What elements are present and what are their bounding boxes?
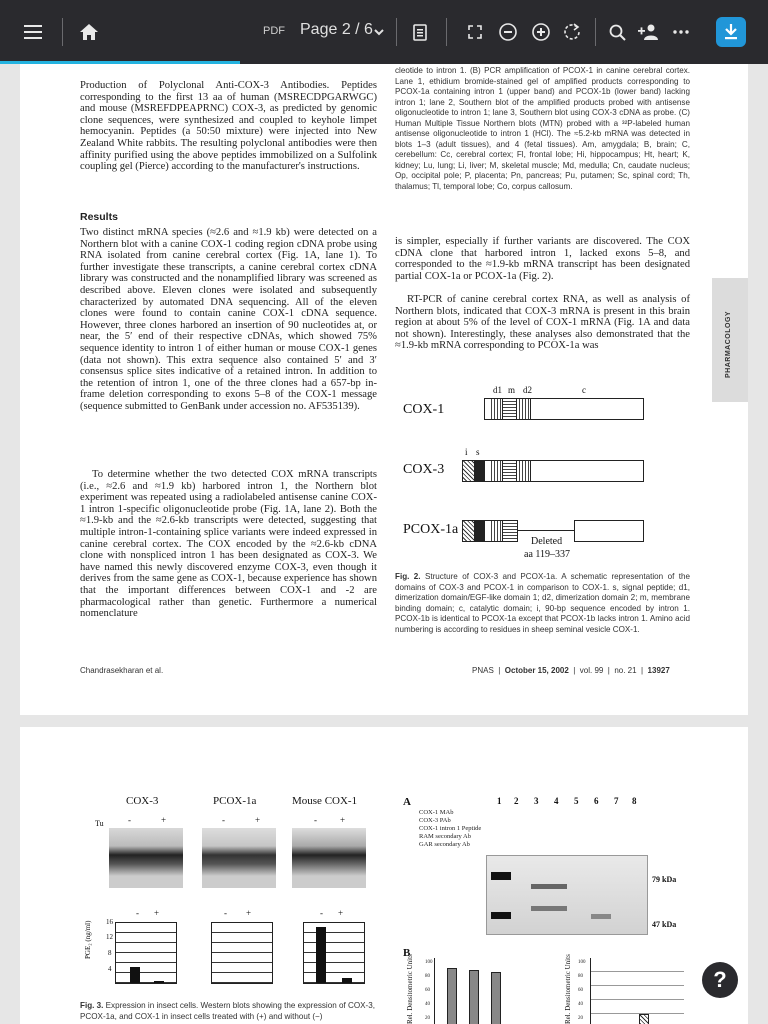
- zoom-out-icon[interactable]: [493, 17, 523, 47]
- toolbar-separator: [62, 18, 63, 46]
- bar2-plus: +: [246, 908, 252, 918]
- lane-number: 2: [514, 796, 519, 806]
- footer-date: October 15, 2002: [504, 666, 569, 675]
- pdf-page-3: [20, 727, 748, 1024]
- pcox1a-bar-right: [574, 520, 644, 542]
- bar3-plus: +: [338, 908, 344, 918]
- densitometric-axis-label-right: Rel. Densitometric Units: [564, 954, 572, 1024]
- label-i: i: [465, 447, 468, 457]
- results-heading: Results: [80, 211, 118, 223]
- pge2-axis-label: PGE₂ (ng/ml): [84, 920, 92, 959]
- tick: 60: [578, 988, 583, 993]
- tick: 20: [425, 1016, 430, 1021]
- row-label: COX-3 PAb: [419, 817, 451, 824]
- blot2-minus: -: [222, 815, 225, 825]
- pge2-bar: [316, 927, 326, 983]
- western-blot-panel-a: [486, 855, 648, 935]
- rotate-icon[interactable]: [557, 17, 587, 47]
- densitometric-chart-right: [590, 958, 684, 1024]
- section-tab-label: PHARMACOLOGY: [725, 310, 732, 378]
- toolbar-separator: [595, 18, 596, 46]
- blot2-plus: +: [255, 815, 261, 825]
- search-icon[interactable]: [602, 17, 632, 47]
- menu-icon[interactable]: [18, 17, 48, 47]
- footer-authors: Chandrasekharan et al.: [80, 666, 164, 675]
- pge2-bar: [342, 978, 352, 983]
- help-button[interactable]: ?: [702, 962, 738, 998]
- pge2-tick-8: 8: [108, 949, 112, 957]
- pge2-bar: [154, 981, 164, 983]
- kda-47-label: 47 kDa: [652, 920, 677, 929]
- deleted-label: Deleted: [531, 536, 563, 547]
- pdf-toolbar: [0, 0, 768, 64]
- lane-number: 4: [554, 796, 559, 806]
- densitometric-axis-label: Rel. Densitometric Units: [406, 954, 414, 1024]
- download-icon: [724, 24, 738, 40]
- dropdown-chevron-icon[interactable]: [364, 17, 394, 47]
- fig1-caption-continued: cleotide to intron 1. (B) PCR amplification of PCOX-1 in canine cerebral cortex. Lane 1, ethidium bromide-stained gel of amplified products corresponding to PCOX-1a containing intron 1 (upper band) and PCOX-1b (lower band) lacking intron 1; lane 2, Southern blot of the amplified products probed with antisense oligonucleotide to intron 1; lane 3, Southern blot using COX-3 cDNA as probe. (C) Human Multiple Tissue Northern blots (MTN) probed with a ³²P-labeled human antisense oligonucleotide to intron 1 (HCl). The ≈5.2-kb mRNA was detected in blots 1–3 (adult tissues), and 4 (fetal tissues). Am, amygdala; B, brain; C, cerebellum: Cc, cerebral cortex; Fl, frontal lobe; Hi, hippocampus; Ht, heart; K, kidney; Lu, lung; Li, liver; M, skeletal muscle; Md, medulla; Cn, caudate nucleus; Op, occipital pole; P, placenta; Pn, pancreas; Pu, putamen; Sc, spinal cord; Th, thalamus; Tl, temporal lobe; Co, corpus callosum.: [395, 66, 690, 191]
- tick: 80: [425, 974, 430, 979]
- fig2-caption-text: Structure of COX-3 and PCOX-1a. A schematic representation of the domains of COX-3 and PCOX-1 in comparison to COX-1. s, signal peptide; d1, dimerization domain/EGF-like domain 1; d2, dimerization domain 2; m, membrane binding domain; c, catalytic domain; i, 90-bp sequence encoded by intron 1. PCOX-1b is identical to PCOX-1a except that PCOX-1b lacks intron 1. Amino acid numbering is according to residues in sheep seminal vesicle COX-1.: [395, 572, 690, 634]
- toolbar-separator: [396, 18, 397, 46]
- pge2-chart-pcox1a: [211, 922, 273, 984]
- footer-volume: vol. 99: [579, 666, 604, 675]
- fullscreen-icon[interactable]: [460, 17, 490, 47]
- zoom-in-icon[interactable]: [526, 17, 556, 47]
- densitometric-chart-left: [434, 958, 510, 1024]
- blot-title-cox3: COX-3: [126, 795, 159, 807]
- right-paragraph-1: is simpler, especially if further variants are discovered. The COX cDNA clone that harbored intron 1, lacked exons 5–8, and corresponded to the ≈1.9-kb mRNA transcript has been designated partial COX-1a or PCOX-1a (Fig. 2).: [395, 236, 690, 282]
- lane-number: 5: [574, 796, 579, 806]
- pge2-chart-cox3: [115, 922, 177, 984]
- pge2-chart-mouse-cox1: [303, 922, 365, 984]
- blot-title-mouse-cox1: Mouse COX-1: [292, 795, 358, 807]
- row-label: COX-1 intron 1 Peptide: [419, 825, 482, 832]
- blot1-minus: -: [128, 815, 131, 825]
- row-label: COX-1 MAb: [419, 809, 454, 816]
- page-indicator[interactable]: Page 2 / 6: [300, 21, 373, 38]
- toolbar-separator: [446, 18, 447, 46]
- blot-title-pcox1a: PCOX-1a: [213, 795, 257, 807]
- western-blot-pcox1a: [202, 828, 276, 888]
- western-blot-cox3: [109, 828, 183, 888]
- tick: 100: [425, 960, 433, 965]
- tick: 100: [578, 960, 586, 965]
- results-paragraph-1: Two distinct mRNA species (≈2.6 and ≈1.9 kb) were detected on a Northern blot with a canine COX-1 coding region cDNA probe using RNA isolated from canine cerebral cortex (Fig. 1A, lane 1). To further investigate these transcripts, a canine cerebral cortex cDNA library was constructed and the nonamplified library was screened as described above. Eleven clones were isolated and subsequently characterized by automated DNA sequencing. All of the eleven clones were found to contain canine COX-1 cDNA sequence. However, three clones harbored an insertion of 90 nucleotides at, or near, the 5′ end of their respective cDNAs, which showed 75% sequence identity to intron 1 of either human or mouse COX-1 genes (data not shown). This extra sequence also contained 5′ and 3′ consensus splice sites indicative of a retained intron. In addition to the retention of intron 1, one of the three clones had a 657-bp in-frame deletion corresponding to exons 5–8 of the COX-1 message (sequence submitted to GenBank under accession no. AF535139).: [80, 227, 377, 412]
- panel-b-label: B: [403, 947, 411, 959]
- deleted-range: aa 119–337: [524, 549, 571, 560]
- pcox1a-bar-left: [462, 520, 518, 542]
- pge2-bar: [130, 967, 140, 983]
- sidebar-pages-icon[interactable]: [405, 17, 435, 47]
- antibody-methods-paragraph: Production of Polyclonal Anti-COX-3 Antibodies. Peptides corresponding to the first 13 aa of human (MSRECDPGARWGC) and mouse (MSREFDPEAPRNC) COX-3, as predicted by genomic clone sequences, were synthesized and coupled to keyhole limpet hemocyanin. Peptides (a 50:50 mixture) were injected into New Zealand White rabbits. The resulting polyclonal antibodies were then affinity purified using the above peptides immobilized on a Sulfolink coupling gel (Pierce) according to the manufacturer's instructions.: [80, 80, 377, 173]
- right-paragraph-2: RT-PCR of canine cerebral cortex RNA, as well as analysis of Northern blots, indicated that COX-3 mRNA is present in this brain region at about 5% of the level of COX-1 mRNA (Fig. 1A and data not shown). Interestingly, these analyses also demonstrated that the ≈1.9-kb mRNA corresponding to PCOX-1a was: [395, 294, 690, 352]
- bar3-minus: -: [320, 908, 323, 918]
- bar1-plus: +: [154, 908, 160, 918]
- row-label-pcox1a: PCOX-1a: [403, 522, 459, 537]
- cox3-bar: [462, 460, 644, 482]
- fig3-caption: [80, 1001, 380, 1022]
- row-label-cox3: COX-3: [403, 462, 445, 477]
- blot3-minus: -: [314, 815, 317, 825]
- row-label: RAM secondary Ab: [419, 833, 471, 840]
- cox1-bar: [484, 398, 644, 420]
- label-d2: d2: [523, 385, 532, 395]
- pcox1a-deletion-line: [518, 530, 574, 531]
- lane-number: 1: [497, 796, 502, 806]
- pge2-tick-4: 4: [108, 965, 112, 973]
- tick: 80: [578, 974, 583, 979]
- fig2-caption: [395, 572, 690, 635]
- label-d1: d1: [493, 385, 502, 395]
- footer-number: no. 21: [614, 666, 637, 675]
- kda-79-label: 79 kDa: [652, 875, 677, 884]
- bar1-minus: -: [136, 908, 139, 918]
- pge2-tick-12: 12: [106, 933, 113, 941]
- blot3-plus: +: [340, 815, 346, 825]
- download-button[interactable]: [716, 17, 746, 47]
- label-c: c: [582, 385, 586, 395]
- bar2-minus: -: [224, 908, 227, 918]
- row-label: GAR secondary Ab: [419, 841, 470, 848]
- blot1-plus: +: [161, 815, 167, 825]
- densitometric-ticks-right: [578, 956, 586, 1024]
- tick: 60: [425, 988, 430, 993]
- pdf-page-2: [20, 64, 748, 715]
- label-m: m: [508, 385, 516, 395]
- fig2-caption-label: Fig. 2.: [395, 572, 421, 581]
- western-blot-mouse-cox1: [292, 828, 366, 888]
- footer-page: 13927: [647, 666, 670, 675]
- footer-citation: PNAS | October 15, 2002 | vol. 99 | no. 21 | 13927: [472, 666, 670, 675]
- row-label-cox1: COX-1: [403, 402, 445, 417]
- fig3-caption-label: Fig. 3.: [80, 1001, 104, 1010]
- treatment-rows: [419, 809, 481, 849]
- more-icon[interactable]: [666, 17, 696, 47]
- add-user-icon[interactable]: [634, 17, 664, 47]
- lane-number: 7: [614, 796, 619, 806]
- results-paragraph-2: To determine whether the two detected COX mRNA transcripts (i.e., ≈2.6 and ≈1.9 kb) harbored intron 1, the Northern blot experiment was repeated using a radiolabeled antisense canine COX-1 intron 1-specific oligonucleotide probe (Fig. 1A, lane 2). Both the ≈1.9-kb and the ≈2.6-kb transcripts were detected, suggesting that multiple intron-1-containing splice variants were indeed expressed in canine cerebral cortex. The COX encoded by the ≈2.6-kb cDNA clone with nonspliced intron 1 has been designated as COX-3. We have named this newly discovered enzyme COX-3, even though it derives from the same gene as COX-1, because experience has shown that the important differences between COX-1 and -2 are pharmacological rather than genetic. Furthermore a numerical nomenclature: [80, 469, 377, 620]
- densitometric-ticks: [425, 956, 433, 1024]
- lane-number: 8: [632, 796, 637, 806]
- panel-a-label: A: [403, 796, 411, 808]
- footer-journal: PNAS: [472, 666, 494, 675]
- pge2-tick-16: 16: [106, 918, 113, 926]
- tick: 20: [578, 1016, 583, 1021]
- pdf-label: PDF: [263, 25, 285, 37]
- tick: 40: [578, 1002, 583, 1007]
- fig3-caption-text: Expression in insect cells. Western blots showing the expression of COX-3, PCOX-1a, and COX-1 in insect cells treated with (+) and without (−): [80, 1001, 375, 1021]
- label-s: s: [476, 447, 480, 457]
- home-icon[interactable]: [74, 17, 104, 47]
- lane-number: 3: [534, 796, 539, 806]
- tu-label: Tu: [95, 819, 104, 828]
- section-tab: [712, 278, 748, 402]
- tick: 40: [425, 1002, 430, 1007]
- lane-number: 6: [594, 796, 599, 806]
